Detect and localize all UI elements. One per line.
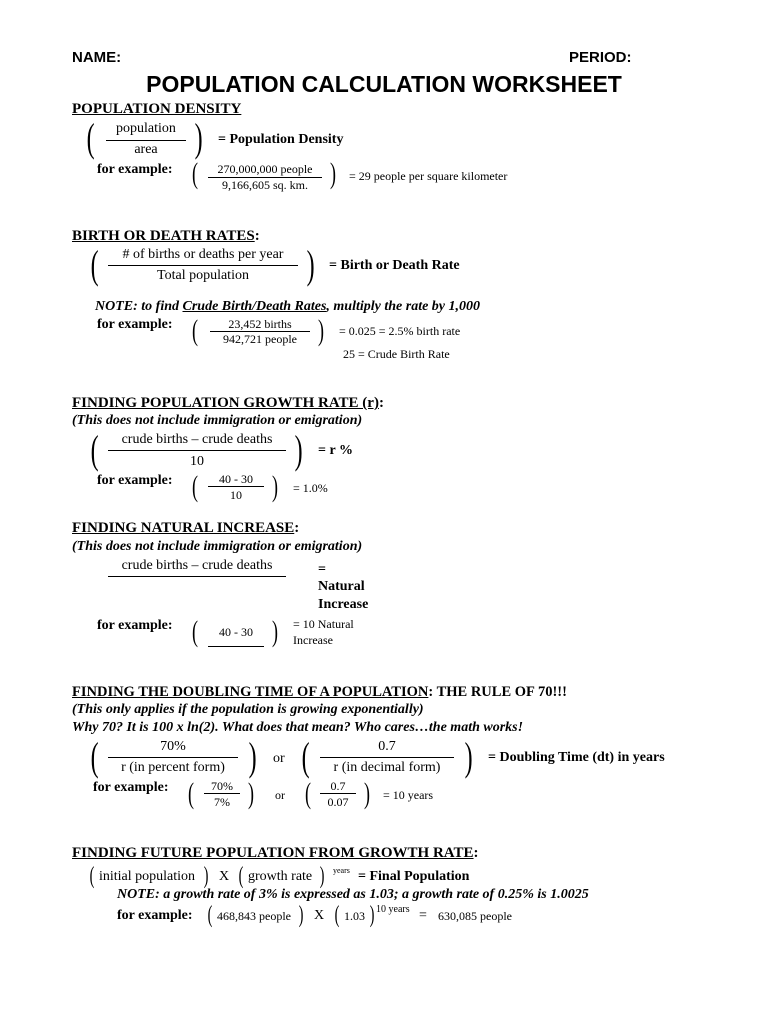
natural-increase-result-line2: Increase — [318, 597, 369, 612]
fraction-bar — [108, 576, 286, 577]
doubling-numerator-percent: 70% — [160, 739, 186, 754]
paren-open: ( — [334, 902, 340, 928]
doubling-example-den1: 7% — [214, 795, 230, 809]
future-example-rate: 1.03 — [344, 909, 365, 923]
doubling-subheading: (This only applies if the population is growing exponentially) — [72, 702, 424, 717]
fraction-bar — [106, 140, 186, 141]
paren-open: ( — [192, 314, 198, 347]
paren-open: ( — [238, 863, 244, 889]
paren-open: ( — [207, 902, 213, 928]
doubling-denominator-decimal: r (in decimal form) — [333, 760, 441, 775]
future-example-times: X — [314, 908, 325, 923]
growth-rate-note: NOTE: a growth rate of 3% is expressed as 1.03; a growth rate of 0.25% is 1.0025 — [117, 887, 589, 902]
growth-rate-result: = r % — [318, 443, 353, 458]
heading-text: FINDING POPULATION GROWTH RATE (r) — [72, 395, 379, 411]
density-example-numerator: 270,000,000 people — [217, 162, 313, 176]
example-label: for example: — [97, 473, 173, 488]
doubling-example-num1: 70% — [211, 779, 233, 793]
name-label: NAME: — [72, 49, 122, 66]
section-heading-growth-rate — [72, 396, 384, 411]
heading-colon: : — [473, 845, 479, 861]
future-initial-population: initial population — [99, 869, 196, 884]
doubling-numerator-decimal: 0.7 — [378, 739, 396, 754]
growth-rate-denominator: 10 — [190, 454, 204, 469]
note-suffix: , multiply the rate by 1,000 — [326, 299, 481, 314]
crude-rate-note — [95, 300, 480, 314]
fraction-bar — [108, 265, 298, 266]
section-heading-doubling — [72, 685, 567, 700]
future-example-equals: = — [419, 908, 427, 923]
paren-close: ) — [248, 734, 257, 779]
doubling-example-den2: 0.07 — [327, 795, 349, 809]
paren-open: ( — [86, 115, 95, 160]
fraction-bar — [208, 646, 264, 647]
paren-close: ) — [298, 902, 304, 928]
paren-open: ( — [192, 157, 198, 190]
density-numerator: population — [116, 121, 176, 136]
page-title: POPULATION CALCULATION WORKSHEET — [146, 71, 622, 97]
paren-close: ) — [248, 777, 254, 810]
paren-close: ) — [272, 615, 278, 648]
growth-example-numerator: 40 - 30 — [219, 472, 253, 486]
growth-example-result: = 1.0% — [293, 481, 328, 495]
paren-close: ) — [319, 863, 325, 889]
future-result: = Final Population — [358, 869, 470, 884]
doubling-result: = Doubling Time (dt) in years — [488, 750, 665, 765]
section-heading-density: POPULATION DENSITY — [72, 101, 242, 117]
heading-colon: : — [294, 520, 300, 536]
density-example-denominator: 9,166,605 sq. km. — [221, 178, 308, 192]
natural-example-result-line2: Increase — [293, 633, 333, 647]
example-label: for example: — [117, 908, 193, 923]
growth-example-denominator: 10 — [230, 488, 242, 502]
heading-colon: : — [254, 228, 260, 244]
birth-death-result: = Birth or Death Rate — [329, 258, 460, 273]
fraction-bar — [208, 486, 264, 487]
natural-increase-result: Natural — [318, 579, 365, 594]
paren-open: ( — [192, 470, 198, 503]
growth-rate-subheading: (This does not include immigration or emigration) — [72, 413, 363, 428]
period-label: PERIOD: — [569, 49, 632, 66]
fraction-bar — [320, 757, 454, 758]
natural-example-numerator: 40 - 30 — [219, 625, 253, 639]
birth-death-denominator: Total population — [157, 268, 249, 283]
future-example-exponent: 10 years — [376, 904, 410, 915]
density-denominator: area — [134, 142, 158, 157]
heading-rest: : THE RULE OF 70!!! — [428, 684, 567, 700]
example-label: for example: — [97, 618, 173, 633]
paren-close: ) — [306, 242, 315, 287]
doubling-explanation: Why 70? It is 100 x ln(2). What does that mean? Who cares…the math works! — [72, 720, 524, 735]
natural-increase-numerator: crude births – crude deaths — [121, 558, 273, 573]
future-example-initial: 468,843 people — [217, 909, 291, 923]
section-heading-future — [72, 846, 479, 861]
heading-text: FINDING NATURAL INCREASE — [72, 520, 295, 536]
paren-open: ( — [305, 777, 311, 810]
future-growth-rate: growth rate — [248, 869, 313, 884]
natural-increase-equals: = — [318, 562, 326, 577]
natural-increase-subheading: (This does not include immigration or emigration) — [72, 539, 363, 554]
birth-example-numerator: 23,452 births — [228, 317, 292, 331]
example-label: for example: — [93, 780, 169, 795]
paren-open: ( — [301, 734, 310, 779]
example-label: for example: — [97, 317, 173, 332]
paren-close: ) — [369, 902, 375, 928]
example-label: for example: — [97, 162, 173, 177]
note-prefix: NOTE: to find — [95, 299, 183, 314]
future-exponent: years — [333, 866, 350, 875]
fraction-bar — [108, 757, 238, 758]
birth-example-denominator: 942,721 people — [223, 332, 297, 346]
paren-close: ) — [272, 470, 278, 503]
paren-open: ( — [90, 734, 99, 779]
paren-open: ( — [192, 615, 198, 648]
density-result: = Population Density — [218, 132, 344, 147]
future-example-result: 630,085 people — [438, 909, 512, 923]
fraction-bar — [320, 793, 356, 794]
section-heading-natural-increase — [72, 521, 299, 536]
paren-open: ( — [89, 863, 95, 889]
heading-text: FINDING THE DOUBLING TIME OF A POPULATION — [72, 684, 429, 700]
paren-close: ) — [194, 115, 203, 160]
fraction-bar — [108, 450, 286, 451]
heading-text: FINDING FUTURE POPULATION FROM GROWTH RATE — [72, 845, 474, 861]
birth-example-result: = 0.025 = 2.5% birth rate — [339, 324, 461, 338]
paren-open: ( — [90, 427, 99, 472]
doubling-example-result: = 10 years — [383, 788, 434, 802]
paren-open: ( — [90, 242, 99, 287]
doubling-or: or — [273, 751, 285, 766]
birth-death-numerator: # of births or deaths per year — [122, 247, 284, 262]
future-times: X — [219, 869, 230, 884]
natural-example-result: = 10 Natural — [293, 617, 354, 631]
doubling-example-or: or — [275, 788, 285, 802]
heading-colon: : — [378, 395, 384, 411]
fraction-bar — [204, 793, 240, 794]
paren-close: ) — [464, 734, 473, 779]
density-example-result: = 29 people per square kilometer — [349, 169, 508, 183]
paren-close: ) — [294, 427, 303, 472]
paren-open: ( — [188, 777, 194, 810]
doubling-example-num2: 0.7 — [330, 779, 346, 793]
doubling-denominator-percent: r (in percent form) — [121, 760, 225, 775]
heading-text: BIRTH OR DEATH RATES — [72, 228, 255, 244]
section-heading-birth-death — [72, 229, 260, 244]
paren-close: ) — [318, 314, 324, 347]
paren-close: ) — [330, 157, 336, 190]
note-underlined: Crude Birth/Death Rates — [182, 299, 327, 314]
paren-close: ) — [203, 863, 209, 889]
crude-birth-rate-result: 25 = Crude Birth Rate — [343, 347, 450, 361]
growth-rate-numerator: crude births – crude deaths — [121, 432, 273, 447]
paren-close: ) — [364, 777, 370, 810]
